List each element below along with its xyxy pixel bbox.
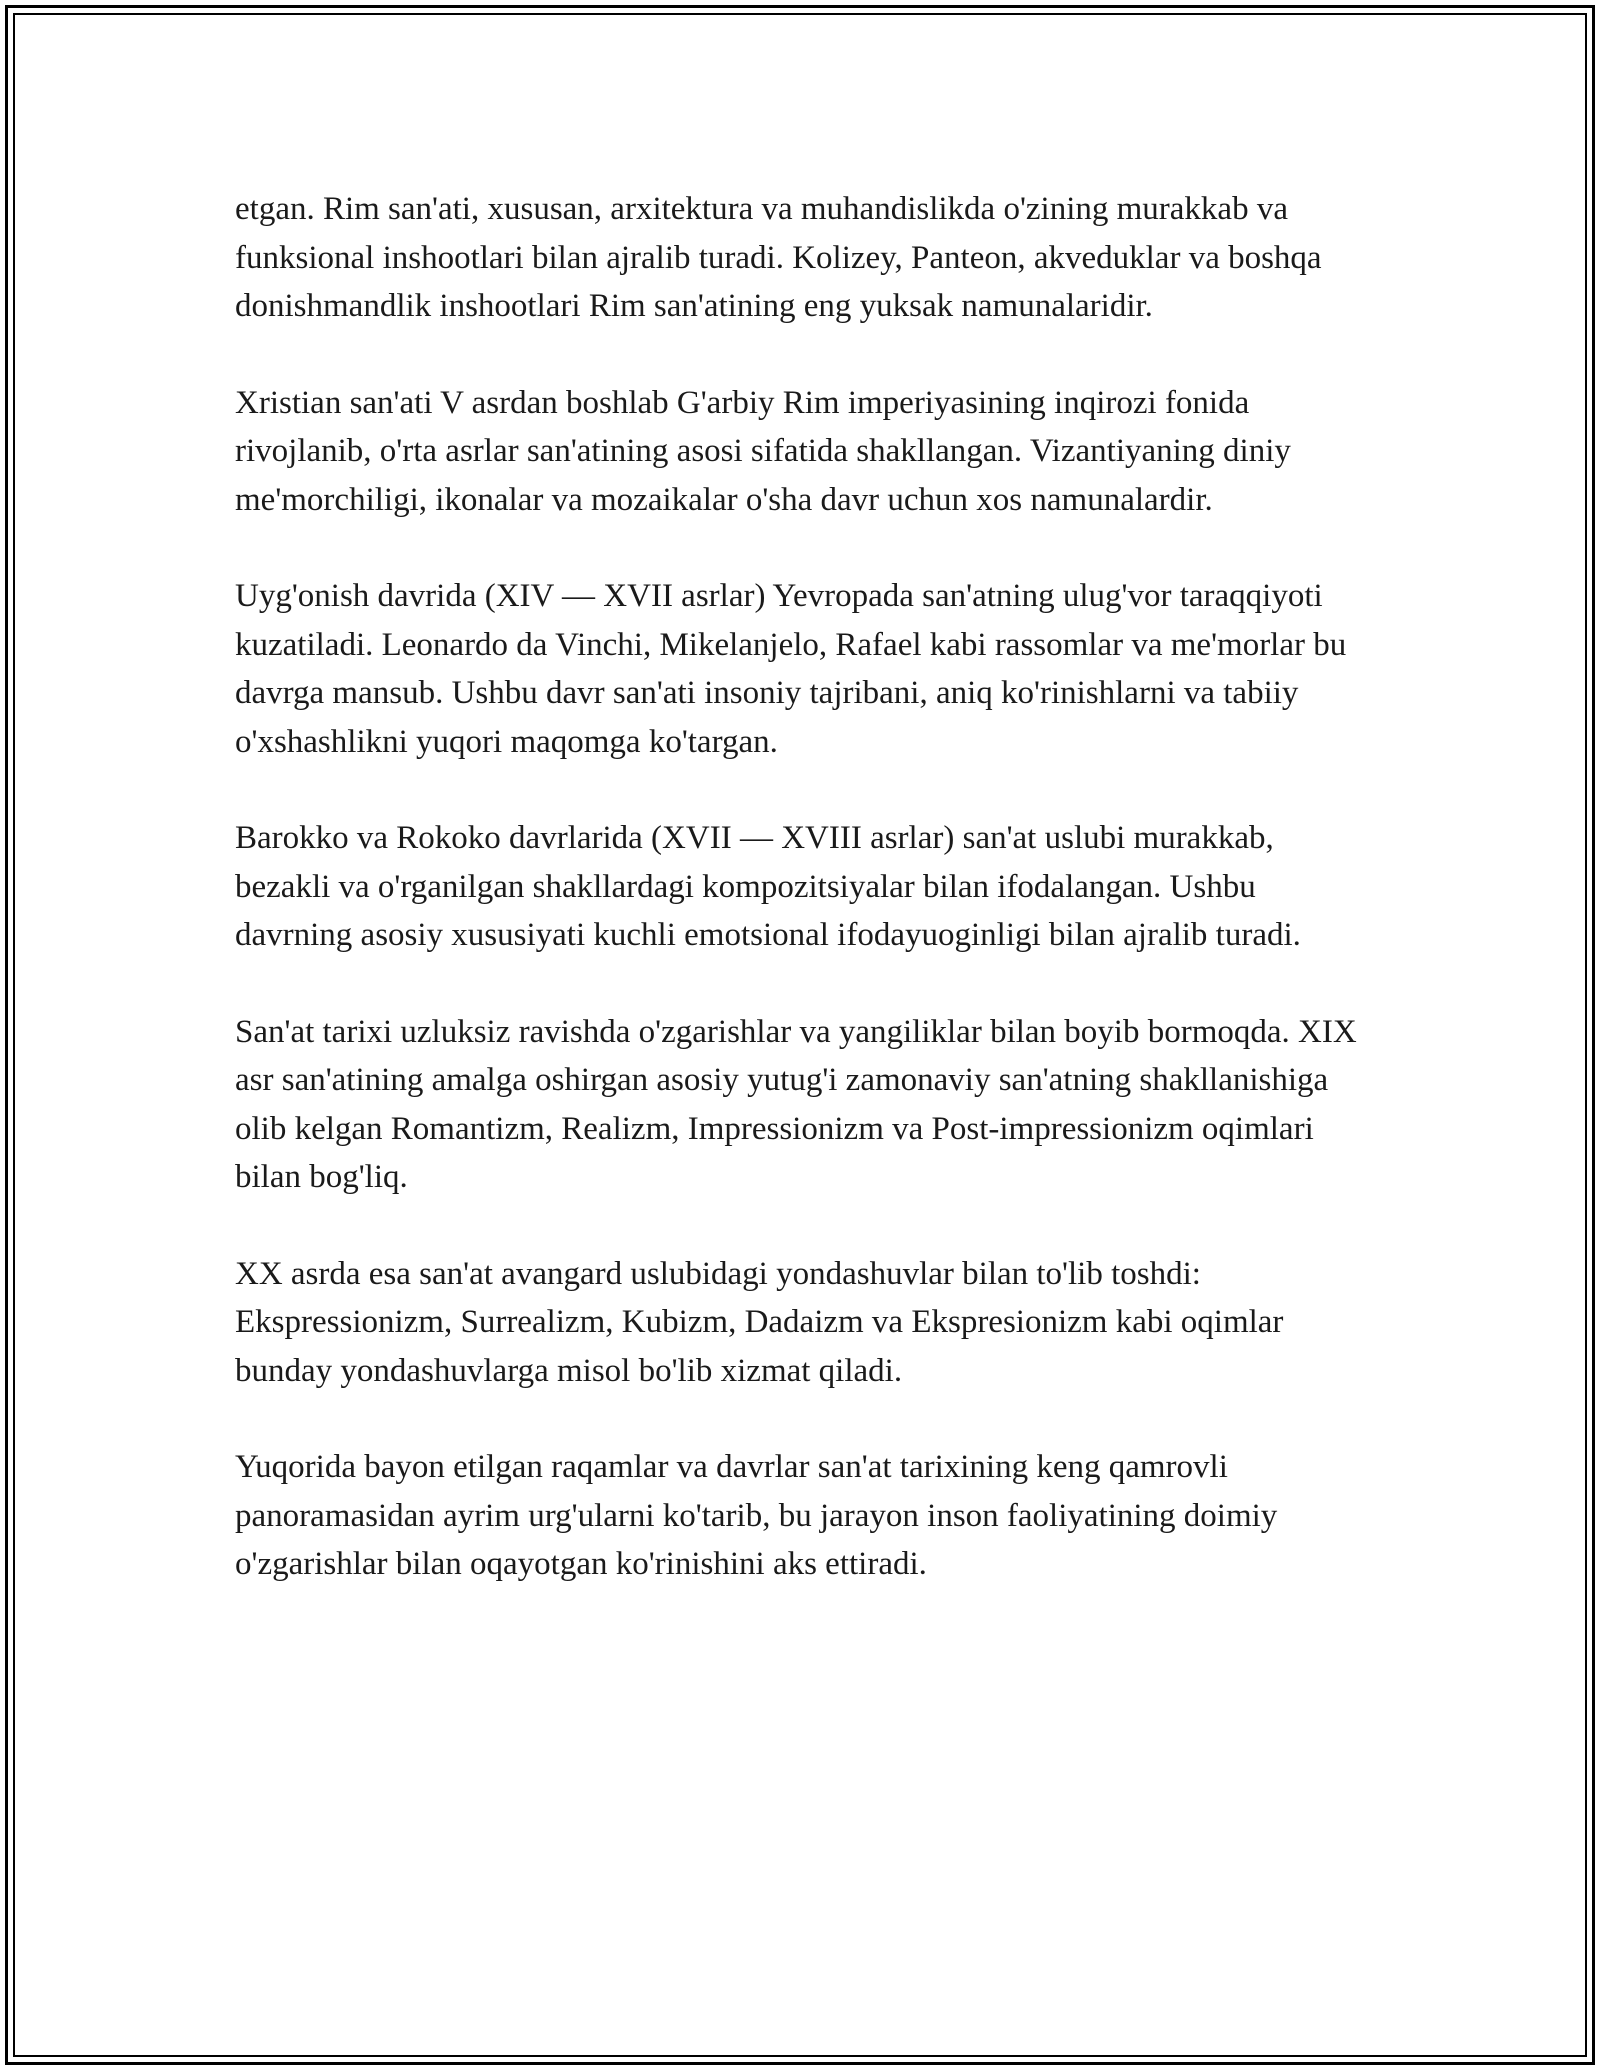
paragraph: Barokko va Rokoko davrlarida (XVII — XVIII asrlar) san'at uslubi murakkab, bezakli va o'rganilgan shakllardagi kompozitsiyalar bilan ifodalangan. Ushbu davrning asosiy xususiyati kuchli emotsional ifodayuoginligi bilan ajralib turadi. xyxy=(235,820,1301,953)
document-body xyxy=(235,185,1365,1637)
paragraph: XX asrda esa san'at avangard uslubidagi yondashuvlar bilan to'lib toshdi: Ekspressionizm, Surrealizm, Kubizm, Dadaizm va Ekspresionizm kabi oqimlar bunday yondashuvlarga misol bo'lib xizmat qiladi. xyxy=(235,1255,1284,1389)
paragraph: etgan. Rim san'ati, xususan, arxitektura va muhandislikda o'zining murakkab va funksional inshootlari bilan ajralib turadi. Kolizey, Panteon, akveduklar va boshqa donishmandlik inshootlari Rim san'atining eng yuksak namunalaridir. xyxy=(235,191,1322,324)
paragraph: San'at tarixi uzluksiz ravishda o'zgarishlar va yangiliklar bilan boyib bormoqda. XIX asr san'atining amalga oshirgan asosiy yutug'i zamonaviy san'atning shakllanishiga olib kelgan Romantizm, Realizm, Impressionizm va Post-impressionizm oqimlari bilan bog'liq. xyxy=(235,1013,1357,1195)
paragraph: Xristian san'ati V asrdan boshlab G'arbiy Rim imperiyasining inqirozi fonida rivojlanib, o'rta asrlar san'atining asosi sifatida shakllangan. Vizantiyaning diniy me'morchiligi, ikonalar va mozaikalar o'sha davr uchun xos namunalardir. xyxy=(235,384,1291,518)
paragraph: Yuqorida bayon etilgan raqamlar va davrlar san'at tarixining keng qamrovli panoramasidan ayrim urg'ularni ko'tarib, bu jarayon inson faoliyatining doimiy o'zgarishlar bilan oqayotgan ko'rinishini aks ettiradi. xyxy=(235,1449,1278,1582)
paragraph: Uyg'onish davrida (XIV — XVII asrlar) Yevropada san'atning ulug'vor taraqqiyoti kuzatiladi. Leonardo da Vinchi, Mikelanjelo, Rafael kabi rassomlar va me'morlar bu davrga mansub. Ushbu davr san'ati insoniy tajribani, aniq ko'rinishlarni va tabiiy o'xshashlikni yuqori maqomga ko'targan. xyxy=(235,578,1347,760)
